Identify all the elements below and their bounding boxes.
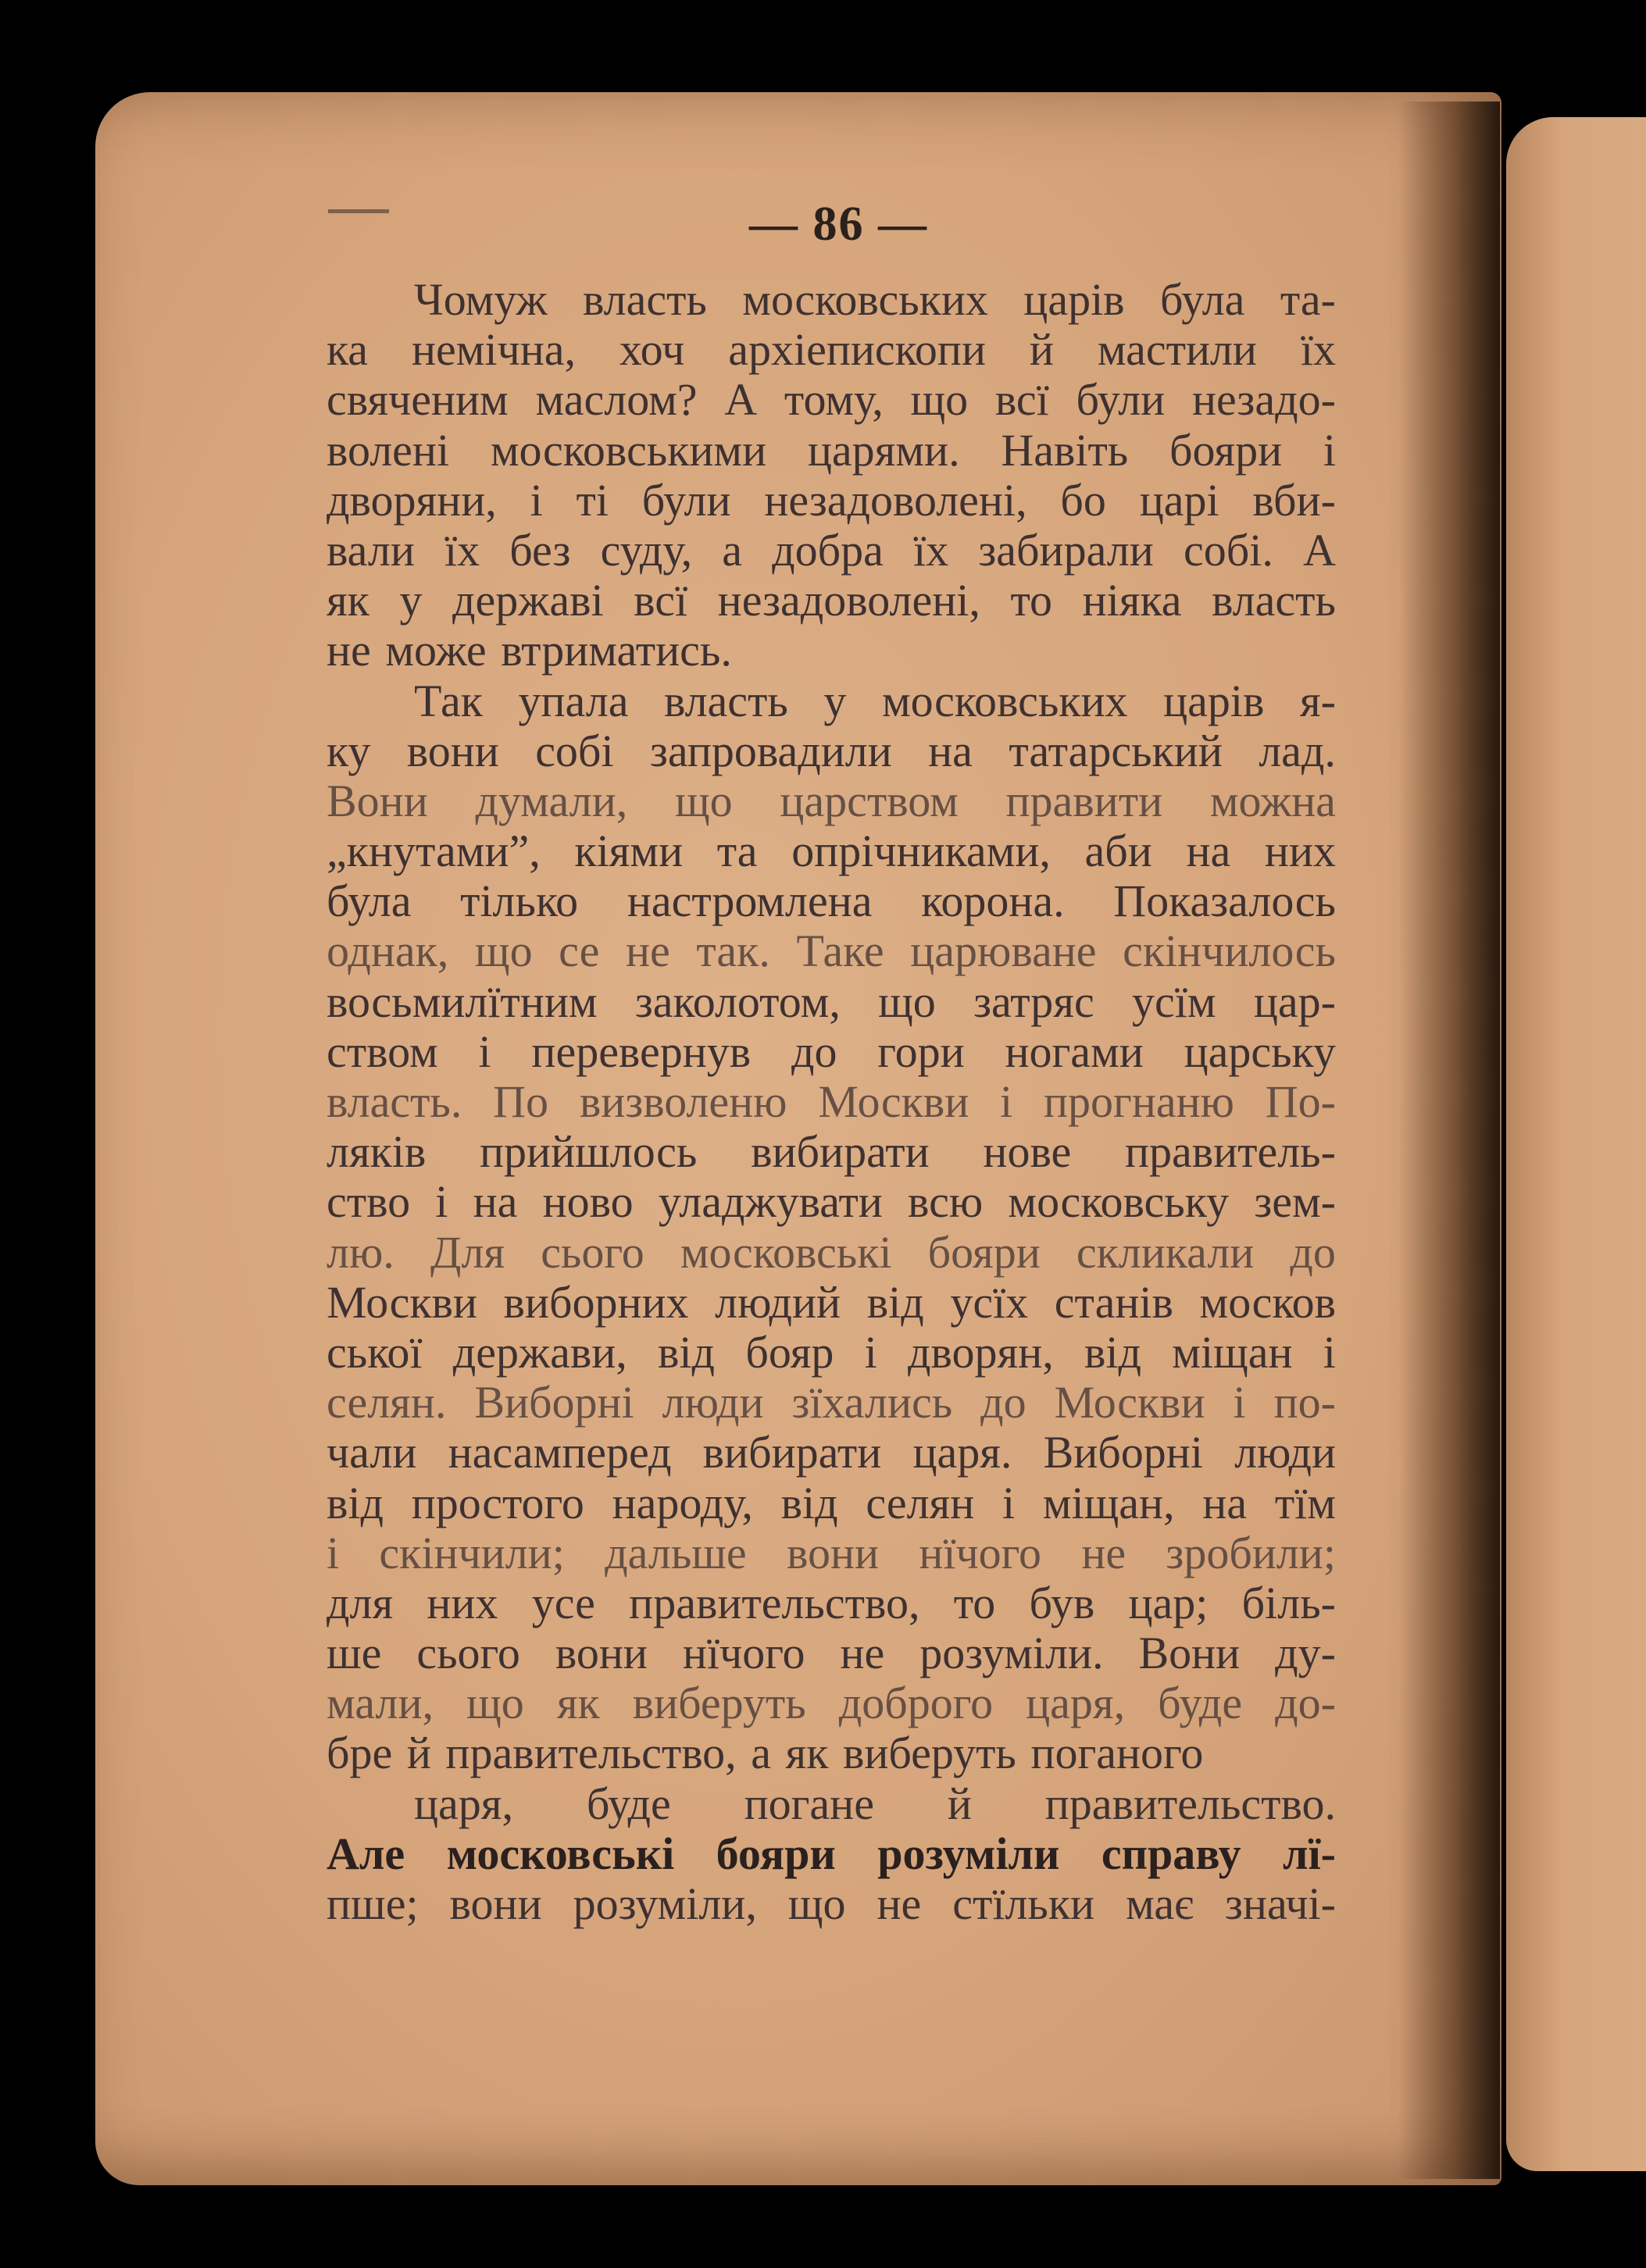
word: усїх [950,1276,1029,1328]
word: бре [327,1728,393,1779]
word: собі [535,725,614,776]
word: то [1010,575,1053,626]
word: московські [446,1828,675,1879]
word: москов [1199,1276,1336,1328]
word: А [1303,524,1336,576]
word: ногами [1005,1025,1144,1077]
word: і [1323,424,1336,476]
word: й [1029,324,1054,376]
word: московських [742,274,988,325]
word: як [327,575,370,626]
text-line [327,275,1336,325]
word: царя, [1026,1678,1126,1729]
word: ду- [1275,1628,1336,1679]
word: як [556,1678,600,1729]
word: запровадили [649,725,892,776]
word: Таке [796,925,884,977]
text-line [327,876,1336,926]
word: маслом? [535,374,698,426]
text-line [327,977,1336,1027]
word: усїм [1131,975,1216,1027]
word: дальше [605,1527,747,1578]
word: власть. [327,1076,462,1127]
word: станів [1054,1276,1173,1328]
word: цар; [1128,1577,1209,1628]
word: як [785,1728,829,1779]
word: вони [449,1878,542,1929]
text-line [327,1127,1336,1177]
word: свяченим [327,374,509,426]
word: Чомуж [414,274,548,325]
word: і [864,1326,877,1378]
word: не [877,1878,922,1929]
word: аби [1084,826,1152,877]
text-line [327,776,1336,826]
word: до- [1275,1678,1336,1729]
word: і [478,1025,491,1077]
word: ті [576,474,609,526]
word: правительство, [445,1728,737,1779]
word: селян [866,1477,975,1528]
word: Москви [818,1076,969,1127]
word: вони [555,1628,648,1679]
word: втриматись. [501,625,732,676]
word: перевернув [531,1025,752,1077]
word: „кнутами”, [327,826,541,877]
text-line [327,476,1336,526]
word: люди [662,1377,764,1428]
word: корона. [921,875,1065,927]
text-line [327,1478,1336,1528]
word: державі [452,575,604,626]
text-line [327,1328,1336,1378]
word: заколотом, [634,975,841,1027]
word: виберуть [632,1678,806,1729]
word: їх [913,524,949,576]
word: буде [1158,1678,1243,1729]
text-line [327,1077,1336,1127]
word: се [559,925,600,977]
word: мали, [327,1678,434,1729]
word: до [791,1025,837,1077]
word: правитель- [1124,1126,1336,1178]
word: царів [1163,675,1265,726]
word: незадоволені, [764,474,1027,526]
word: простого [411,1477,584,1528]
word: царі [1139,474,1219,526]
word: вибирати [751,1126,930,1178]
word: та [716,826,758,877]
word: не [327,625,371,676]
word: московськими [490,424,767,476]
word: Показалось [1113,875,1336,927]
word: і [1000,1076,1013,1127]
word: ством [327,1025,438,1077]
word: виберуть [842,1728,1016,1779]
word: тілько [460,875,579,927]
word: до [980,1377,1027,1428]
text-line [327,576,1336,626]
word: скінчили; [379,1527,565,1578]
word: розуміли [877,1828,1060,1879]
text-line [327,526,1336,576]
word: татарський [1009,725,1223,776]
word: так. [696,925,770,977]
word: волені [327,424,450,476]
word: царством [780,775,959,826]
word: насамперед [448,1427,672,1478]
word: однак, [327,925,449,977]
word: ство [327,1176,411,1228]
word: Виборні [474,1377,634,1428]
text-line [327,1829,1336,1879]
word: від [780,1477,838,1528]
word: не [840,1628,885,1679]
text-line [327,426,1336,476]
word: ської [327,1326,423,1378]
word: міщан [1172,1326,1293,1378]
word: і [1323,1326,1336,1378]
page-text [327,275,1336,1929]
word: а [722,524,742,576]
word: розуміли. [919,1628,1104,1679]
word: була [327,875,412,927]
text-line [327,1228,1336,1278]
word: біль- [1241,1577,1336,1628]
word: бо [1060,474,1106,526]
word: розуміли, [573,1878,757,1929]
word: хоч [619,324,685,376]
word: власть [663,675,788,726]
word: на [473,1176,518,1228]
word: я- [1299,675,1336,726]
word: усе [531,1577,595,1628]
word: ку [327,725,371,776]
word: вби- [1252,474,1336,526]
word: мастили [1097,324,1257,376]
word: царя, [414,1778,513,1829]
word: московські [680,1226,892,1278]
word: дворян, [908,1326,1054,1378]
word: вони [406,725,499,776]
word: був [1029,1577,1095,1628]
word: правительство. [1044,1778,1336,1829]
word: них [1264,826,1336,877]
word: нове [983,1126,1072,1178]
text-line [327,325,1336,375]
word: держави, [452,1326,627,1378]
word: що [674,775,733,826]
word: значі- [1225,1878,1336,1929]
word: лї- [1283,1828,1336,1879]
word: і [1002,1477,1016,1528]
word: нїчого [682,1628,805,1679]
text-line [327,676,1336,726]
word: можна [1209,775,1336,826]
text-line [327,1528,1336,1578]
text-line [327,1428,1336,1478]
word: чали [327,1427,417,1478]
word: цар- [1253,975,1336,1027]
word: визволеню [579,1076,787,1127]
text-line [327,375,1336,425]
word: люди [1234,1427,1336,1478]
text-line [327,1177,1336,1227]
word: Виборні [1043,1427,1203,1478]
word: та- [1280,274,1336,325]
word: пше; [327,1878,419,1929]
word: власть [1212,575,1336,626]
word: до [1290,1226,1336,1278]
word: суду, [600,524,693,576]
word: вали [327,524,415,576]
text-line [327,1578,1336,1628]
word: правити [1005,775,1163,826]
word: По- [1265,1076,1336,1127]
word: всї [994,374,1049,426]
word: лад. [1259,725,1336,776]
word: уладжувати [658,1176,883,1228]
word: думали, [475,775,628,826]
word: має [1126,1878,1194,1929]
word: московську [1008,1176,1230,1228]
word: і [1233,1377,1246,1428]
word: незадоволені, [717,575,980,626]
text-line [327,926,1336,976]
word: немічна, [411,324,576,376]
word: дворяни, [327,474,497,526]
word: погане [744,1778,874,1829]
word: по- [1273,1377,1336,1428]
text-line [327,626,1336,676]
word: бояри [927,1226,1041,1278]
word: царя. [912,1427,1012,1478]
text-line [327,1879,1336,1929]
book-gutter-shadow [1398,102,1500,2179]
word: що [474,925,533,977]
word: вони [786,1527,880,1578]
word: По [493,1076,549,1127]
word: прийшлось [480,1126,698,1178]
facing-page-edge [1506,117,1646,2171]
word: ляків [327,1126,427,1178]
word: виборних [503,1276,689,1328]
word: всї [634,575,688,626]
word: ново [542,1176,634,1228]
word: що [787,1878,846,1929]
word: лю. [327,1226,395,1278]
text-line [327,1728,1336,1778]
word: і [327,1527,340,1578]
word: без [509,524,571,576]
word: гори [877,1025,965,1077]
word: не [625,925,670,977]
text-line [327,1378,1336,1428]
word: була [1159,274,1245,325]
word: їх [1300,324,1336,376]
word: від [658,1326,716,1378]
word: архіепископи [728,324,986,376]
text-line [327,826,1336,876]
word: селян. [327,1377,447,1428]
word: тому, [784,374,884,426]
word: всю [908,1176,984,1228]
word: правительство, [629,1577,920,1628]
word: що [910,374,969,426]
word: Для [430,1226,505,1278]
word: бояр [745,1326,834,1378]
word: восьмилїтним [327,975,598,1027]
word: скінчилось [1123,925,1336,977]
word: і [435,1176,448,1228]
word: у [399,575,423,626]
word: ка [327,324,369,376]
word: собі. [1183,524,1273,576]
word: буде [586,1778,671,1829]
word: Вони [327,775,428,826]
word: на [1202,1477,1248,1528]
text-line [327,1278,1336,1328]
word: сього [541,1226,644,1278]
word: й [406,1728,431,1779]
word: й [947,1778,972,1829]
word: прогнаню [1043,1076,1234,1127]
word: опрічниками, [791,826,1051,877]
word: царюване [910,925,1097,977]
word: у [823,675,847,726]
word: забирали [978,524,1154,576]
word: бояри [1169,424,1283,476]
word: упала [518,675,629,726]
word: сього [416,1628,520,1679]
text-line [327,1678,1336,1728]
word: були [1076,374,1166,426]
word: були [641,474,731,526]
word: добра [772,524,884,576]
word: людий [715,1276,841,1328]
word: від [866,1276,924,1328]
word: ше [327,1628,382,1679]
word: Москви [327,1276,477,1328]
word: незадо- [1191,374,1336,426]
word: ніяка [1082,575,1182,626]
word: кіями [574,826,684,877]
word: Так [414,675,483,726]
word: поганого [1030,1728,1204,1779]
word: на [928,725,973,776]
word: затряс [973,975,1094,1027]
text-line [327,726,1336,776]
word: для [327,1577,394,1628]
word: доброго [838,1678,994,1729]
word: і [530,474,543,526]
word: може [385,625,487,676]
word: їх [445,524,480,576]
word: стїльки [952,1878,1095,1929]
word: справу [1101,1828,1241,1879]
page-number: — 86 — [749,198,928,251]
word: зробили; [1166,1527,1336,1578]
word: А [724,374,758,426]
word: від [327,1477,384,1528]
word: них [427,1577,498,1628]
word: тїм [1274,1477,1336,1528]
word: царями. [807,424,960,476]
text-line [327,1027,1336,1077]
word: на [1186,826,1231,877]
word: нїчого [919,1527,1042,1578]
word: вибирати [702,1427,882,1478]
text-line [327,1779,1336,1829]
word: не [1081,1527,1126,1578]
word: від [1084,1326,1142,1378]
word: то [953,1577,996,1628]
word: зем- [1254,1176,1336,1228]
word: Москви [1054,1377,1205,1428]
word: царську [1184,1025,1336,1077]
word: скликали [1076,1226,1255,1278]
word: царів [1023,274,1125,325]
word: Але [327,1828,405,1879]
word: а [751,1728,771,1779]
word: настромлена [627,875,873,927]
word: що [466,1678,524,1729]
word: власть [583,274,707,325]
word: що [878,975,936,1027]
word: Вони [1138,1628,1241,1679]
word: міщан, [1042,1477,1175,1528]
word: народу, [612,1477,753,1528]
word: бояри [716,1828,836,1879]
text-line [327,1628,1336,1678]
word: московських [881,675,1128,726]
word: Навіть [1001,424,1129,476]
word: зїхались [791,1377,953,1428]
